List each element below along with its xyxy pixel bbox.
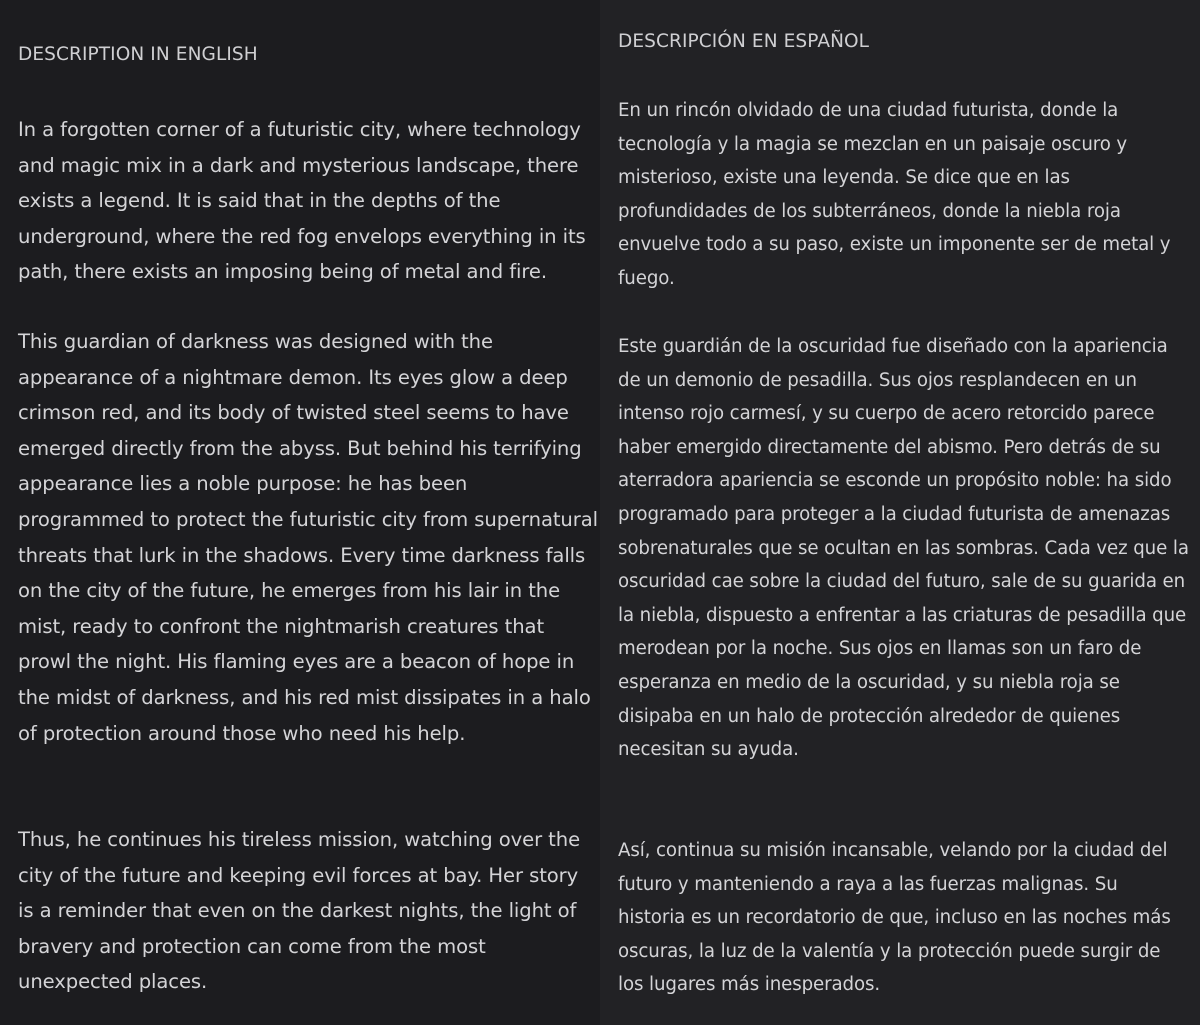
spanish-paragraph-2: Este guardián de la oscuridad fue diseñado con la apariencia de un demonio de pesadilla. Sus ojos resplandecen en un intenso rojo carmesí, y su cuerpo de acero retorcido parece haber emergido directamente del abismo. Pero detrás de su aterradora apariencia se esconde un propósito noble: ha sido programado para proteger a la ciudad futurista de amenazas sobrenaturales que se ocultan en las sombras. Cada vez que la oscuridad cae sobre la ciudad del futuro, sale de su guarida en la niebla, dispuesto a enfrentar a las criaturas de pesadilla que merodean por la noche. Sus ojos en llamas son un faro de esperanza en medio de la oscuridad, y su niebla roja se disipaba en un halo de protección alrededor de quienes necesitan su ayuda. [618,336,1189,761]
english-paragraph-1: In a forgotten corner of a futuristic city, where technology and magic mix in a dark and mysterious landscape, there exists a legend. It is said that in the depths of the underground, where the red fog envelops everything in its path, there exists an imposing being of metal and fire. [18,118,586,284]
spanish-column [600,0,1200,1025]
spanish-paragraph-1: En un rincón olvidado de una ciudad futurista, donde la tecnología y la magia se mezclan en un paisaje oscuro y misterioso, existe una leyenda. Se dice que en las profundidades de los subterráneos, donde la niebla roja envuelve todo a su paso, existe un imponente ser de metal y fuego. [618,100,1171,289]
spanish-heading: DESCRIPCIÓN EN ESPAÑOL [618,31,870,52]
english-paragraph-3: Thus, he continues his tireless mission, watching over the city of the future and keeping evil forces at bay. Her story is a reminder that even on the darkest nights, the light of bravery and protection can come from the most unexpected places. [18,828,581,994]
english-paragraph-2: This guardian of darkness was designed with the appearance of a nightmare demon. Its eyes glow a deep crimson red, and its body of twisted steel seems to have emerged directly from the abyss. But behind his terrifying appearance lies a noble purpose: he has been programmed to protect the futuristic city from supernatural threats that lurk in the shadows. Every time darkness falls on the city of the future, he emerges from his lair in the mist, ready to confront the nightmarish creatures that prowl the night. His flaming eyes are a beacon of hope in the midst of darkness, and his red mist dissipates in a halo of protection around those who need his help. [18,330,598,745]
spanish-paragraph-3: Así, continua su misión incansable, velando por la ciudad del futuro y manteniendo a raya a las fuerzas malignas. Su historia es un recordatorio de que, incluso en las noches más oscuras, la luz de la valentía y la protección puede surgir de los lugares más inesperados. [618,840,1171,996]
english-heading: DESCRIPTION IN ENGLISH [18,44,258,65]
